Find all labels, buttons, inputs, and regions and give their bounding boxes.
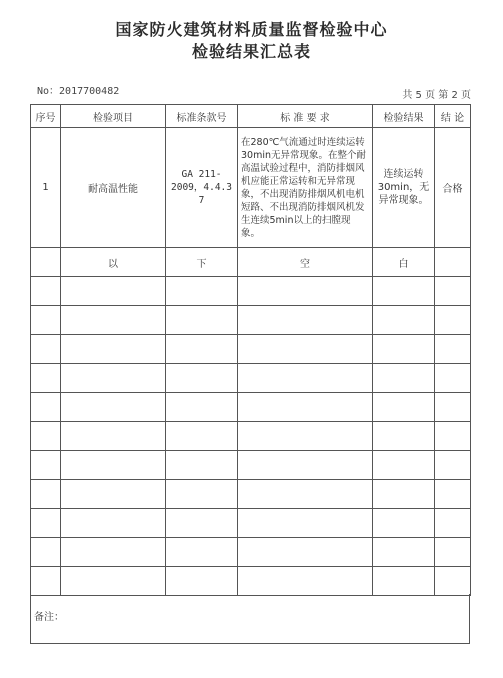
empty-cell: [61, 451, 166, 480]
cell-item: 耐高温性能: [61, 128, 166, 248]
blank-marker-3: 空: [238, 248, 373, 277]
empty-cell: [61, 364, 166, 393]
page-indicator: 共 5 页 第 2 页: [402, 90, 471, 101]
empty-cell: [238, 306, 373, 335]
institution-title: 国家防火建筑材料质量监督检验中心: [115, 20, 388, 39]
empty-cell: [166, 451, 238, 480]
empty-table-row: [31, 509, 471, 538]
empty-cell: [238, 480, 373, 509]
empty-cell: [373, 451, 435, 480]
blank-marker-1: 以: [61, 248, 166, 277]
table-header-row: [31, 105, 471, 128]
empty-cell: [373, 567, 435, 596]
empty-cell: [31, 335, 61, 364]
empty-cell: [31, 451, 61, 480]
empty-cell: [238, 364, 373, 393]
empty-cell: [238, 538, 373, 567]
empty-cell: [61, 480, 166, 509]
empty-cell: [166, 567, 238, 596]
empty-cell: [435, 364, 471, 393]
results-table: [30, 104, 471, 596]
empty-cell: [61, 277, 166, 306]
blank-marker-2: 下: [166, 248, 238, 277]
empty-table-row: [31, 277, 471, 306]
empty-cell: [435, 538, 471, 567]
empty-cell: [435, 393, 471, 422]
empty-cell: [31, 364, 61, 393]
empty-table-row: [31, 480, 471, 509]
report-number: No：2017700482: [37, 86, 120, 97]
empty-table-row: [31, 567, 471, 596]
empty-cell: [61, 422, 166, 451]
empty-cell: [61, 306, 166, 335]
empty-cell: [61, 393, 166, 422]
empty-table-row: [31, 451, 471, 480]
empty-cell: [435, 451, 471, 480]
empty-cell: [31, 393, 61, 422]
cell-conclusion: 合格: [435, 128, 471, 248]
table-row: [31, 128, 471, 248]
empty-cell: [238, 567, 373, 596]
column-header-result: 检验结果: [373, 105, 435, 128]
empty-cell: [166, 480, 238, 509]
empty-cell: [373, 306, 435, 335]
empty-cell: [435, 306, 471, 335]
empty-cell: [238, 451, 373, 480]
empty-table-row: [31, 422, 471, 451]
empty-cell: [61, 509, 166, 538]
empty-cell: [238, 393, 373, 422]
empty-cell: [373, 538, 435, 567]
column-header-requirement: 标 准 要 求: [238, 105, 373, 128]
empty-cell: [238, 277, 373, 306]
empty-cell: [166, 277, 238, 306]
cell-result: 连续运转30min，无异常现象。: [373, 128, 435, 248]
empty-cell: [166, 422, 238, 451]
document-title: 检验结果汇总表: [191, 42, 311, 61]
empty-cell: [31, 422, 61, 451]
empty-cell: [373, 509, 435, 538]
empty-cell: [435, 422, 471, 451]
empty-table-row: [31, 364, 471, 393]
empty-cell: [238, 335, 373, 364]
empty-cell: [435, 480, 471, 509]
cell-requirement: 在280℃气流通过时连续运转30min无异常现象。在整个耐高温试验过程中，消防排烟风机应能正常运转和无异常现象，不出现消防排烟风机电机短路、不出现消防排烟风机发生连续5min以上的扫膛现象。: [238, 128, 373, 248]
blank-marker-row: [31, 248, 471, 277]
empty-cell: [61, 538, 166, 567]
empty-cell: [31, 509, 61, 538]
empty-cell: [373, 335, 435, 364]
empty-cell: [373, 480, 435, 509]
empty-cell: [166, 509, 238, 538]
cell-seq: 1: [31, 128, 61, 248]
empty-cell: [166, 364, 238, 393]
empty-cell: [435, 335, 471, 364]
empty-cell: [238, 509, 373, 538]
empty-cell: [373, 393, 435, 422]
empty-cell: [435, 509, 471, 538]
empty-cell: [166, 538, 238, 567]
empty-cell: [31, 306, 61, 335]
cell-clause: GA 211-2009，4.4.3 7: [166, 128, 238, 248]
empty-cell: [166, 393, 238, 422]
empty-table-row: [31, 306, 471, 335]
column-header-conclusion: 结 论: [435, 105, 471, 128]
empty-cell: [238, 422, 373, 451]
empty-cell: [166, 306, 238, 335]
empty-cell: [31, 480, 61, 509]
empty-cell: [373, 422, 435, 451]
empty-cell: [61, 567, 166, 596]
column-header-item: 检验项目: [61, 105, 166, 128]
empty-rows: [31, 277, 471, 596]
empty-cell: [31, 277, 61, 306]
empty-cell: [435, 277, 471, 306]
empty-table-row: [31, 538, 471, 567]
empty-cell: [166, 335, 238, 364]
empty-cell: [373, 277, 435, 306]
empty-cell: [31, 567, 61, 596]
empty-cell: [435, 567, 471, 596]
empty-table-row: [31, 393, 471, 422]
empty-cell: [31, 538, 61, 567]
empty-cell: [373, 364, 435, 393]
empty-cell: [61, 335, 166, 364]
empty-table-row: [31, 335, 471, 364]
column-header-clause: 标准条款号: [166, 105, 238, 128]
column-header-seq: 序号: [31, 105, 61, 128]
remark-box: [30, 594, 470, 644]
remark-label: 备注：: [34, 612, 64, 623]
blank-marker-4: 白: [373, 248, 435, 277]
